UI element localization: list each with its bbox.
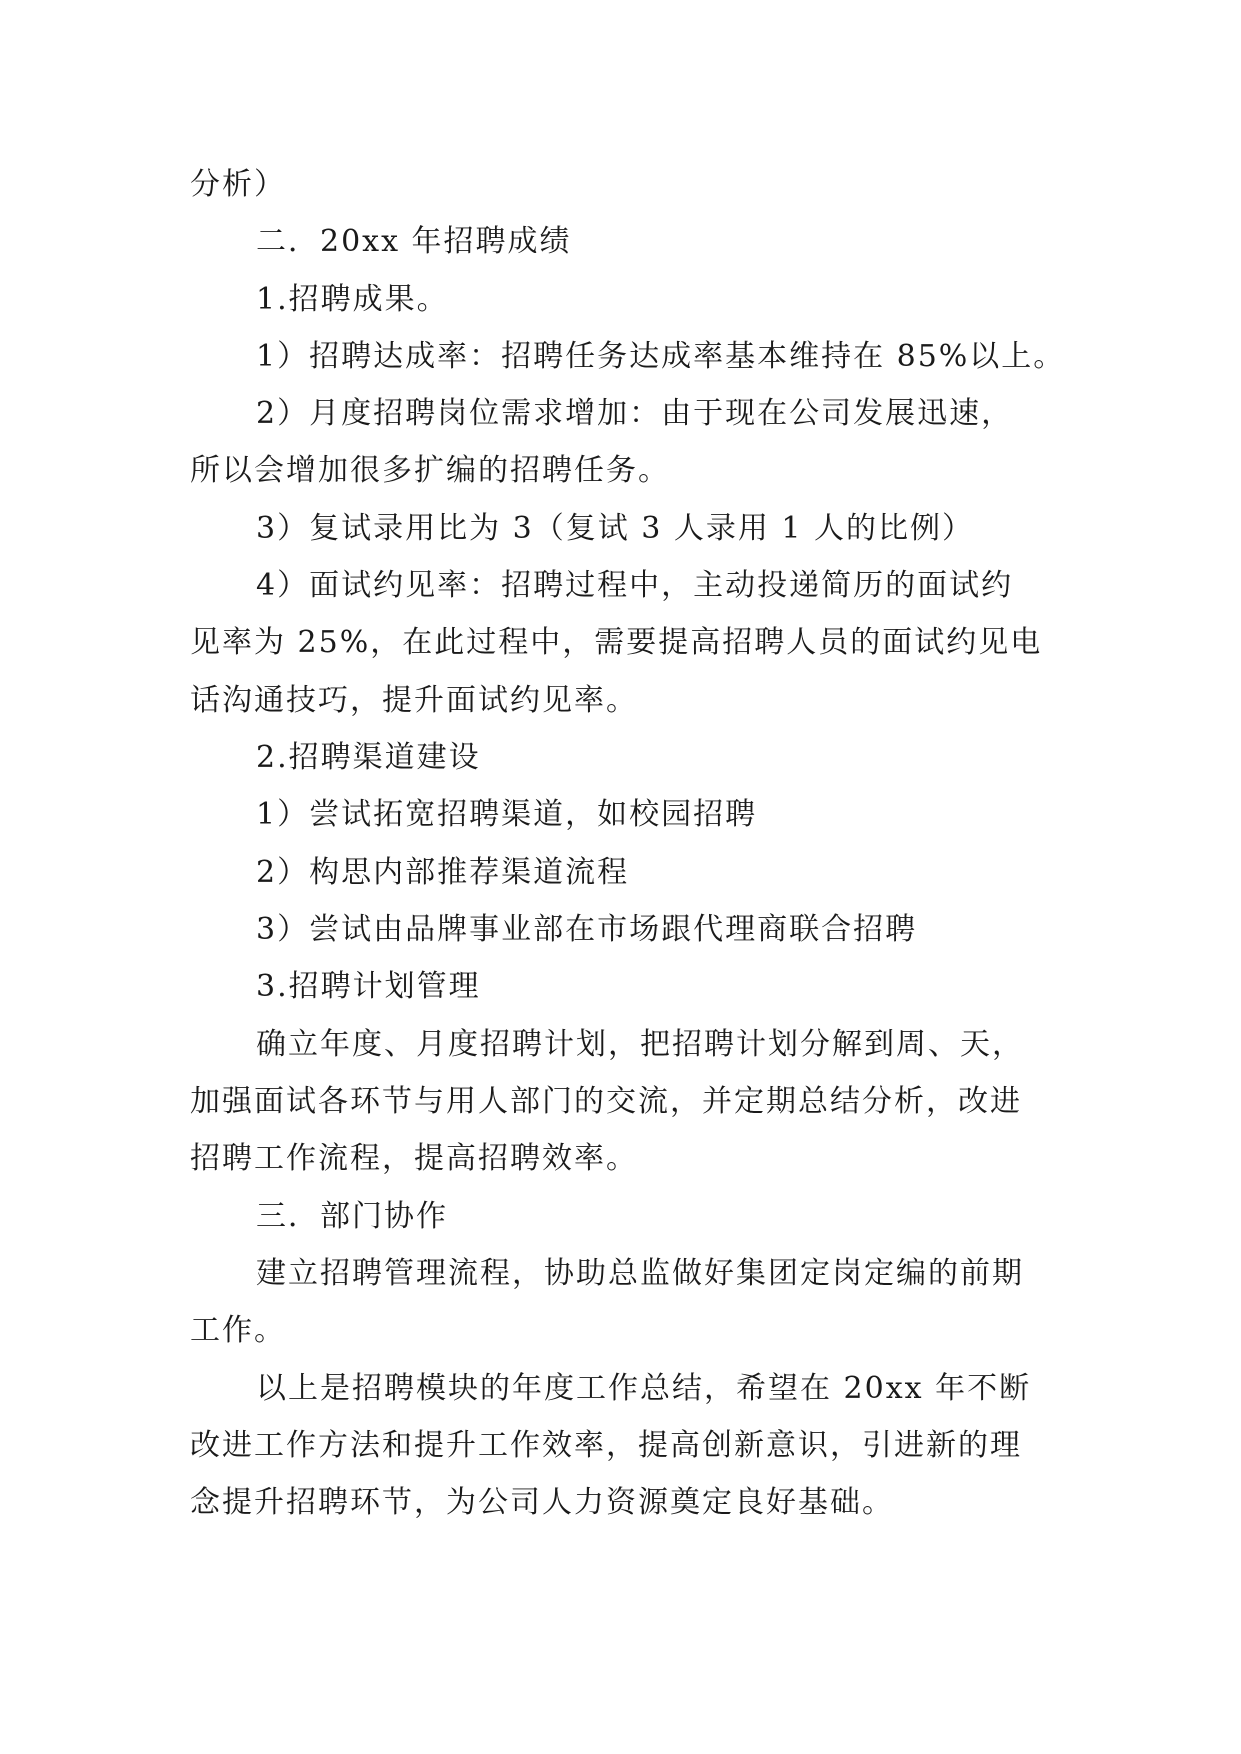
subsection-heading: 2.招聘渠道建设: [256, 740, 481, 775]
list-item: 4）面试约见率：招聘过程中，主动投递简历的面试约: [256, 568, 1014, 603]
paragraph-line: 确立年度、月度招聘计划，把招聘计划分解到周、天，: [256, 1027, 1024, 1062]
list-item: 2）构思内部推荐渠道流程: [256, 855, 630, 890]
paragraph-line: 话沟通技巧，提升面试约见率。: [190, 683, 638, 718]
list-item: 3）复试录用比为 3（复试 3 人录用 1 人的比例）: [256, 511, 975, 546]
list-item: 3）尝试由品牌事业部在市场跟代理商联合招聘: [256, 912, 918, 947]
section-heading: 二．20xx 年招聘成绩: [256, 224, 572, 259]
subsection-heading: 3.招聘计划管理: [256, 969, 481, 1004]
paragraph-line: 分析）: [190, 167, 286, 202]
list-item: 1）尝试拓宽招聘渠道，如校园招聘: [256, 797, 758, 832]
paragraph-line: 改进工作方法和提升工作效率，提高创新意识，引进新的理: [190, 1428, 1022, 1463]
list-item: 2）月度招聘岗位需求增加：由于现在公司发展迅速，: [256, 396, 1014, 431]
subsection-heading: 1.招聘成果。: [256, 282, 449, 317]
paragraph-line: 见率为 25%，在此过程中，需要提高招聘人员的面试约见电: [190, 625, 1043, 660]
section-heading: 三．部门协作: [256, 1199, 448, 1234]
paragraph-line: 建立招聘管理流程，协助总监做好集团定岗定编的前期: [256, 1256, 1024, 1291]
paragraph-line: 加强面试各环节与用人部门的交流，并定期总结分析，改进: [190, 1084, 1022, 1119]
paragraph-line: 所以会增加很多扩编的招聘任务。: [190, 453, 670, 488]
list-item: 1）招聘达成率：招聘任务达成率基本维持在 85%以上。: [256, 339, 1066, 374]
paragraph-line: 招聘工作流程，提高招聘效率。: [190, 1141, 638, 1176]
paragraph-line: 工作。: [190, 1313, 286, 1348]
paragraph-line: 念提升招聘环节，为公司人力资源奠定良好基础。: [190, 1485, 894, 1520]
paragraph-line: 以上是招聘模块的年度工作总结，希望在 20xx 年不断: [256, 1371, 1032, 1406]
